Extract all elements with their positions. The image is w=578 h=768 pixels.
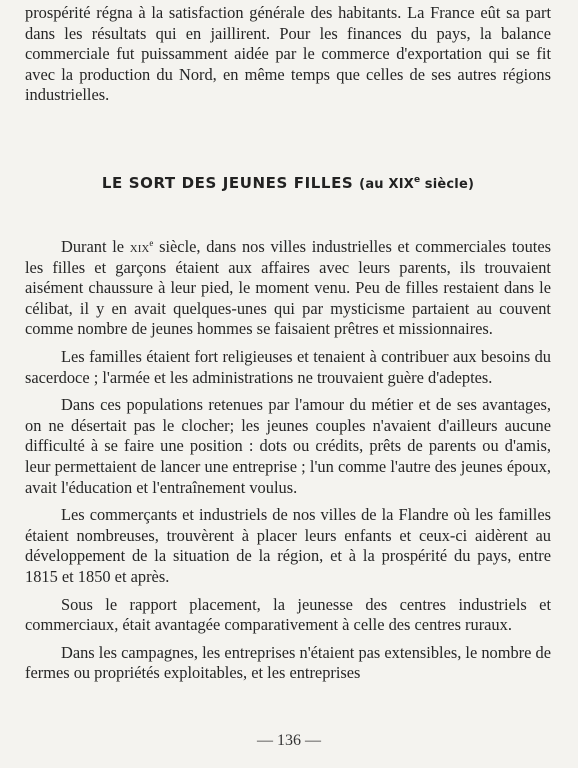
section-body: [25, 233, 551, 691]
century-numeral: xix: [129, 237, 150, 256]
paragraph-2: Les familles étaient fort religieuses et tenaient à contribuer aux besoins du sacerdoce ; l'armée et les administrations ne trouvaient guère d'adeptes.: [25, 346, 551, 387]
paragraph-5: Sous le rapport placement, la jeunesse des centres industriels et commerciaux, était avantagée comparativement à celle des centres ruraux.: [25, 594, 551, 635]
intro-paragraph: prospérité régna à la satisfaction générale des habitants. La France eût sa part dans les résultats qui en jaillirent. Pour les finances du pays, la balance commerciale fut puissamment aidée par le commerce d'exportation qui se fit avec la production du Nord, en même temps que celles de ses autres régions industrielles.: [25, 3, 551, 105]
paragraph-3: Dans ces populations retenues par l'amour du métier et de ses avantages, on ne désertait pas le clocher; les jeunes couples n'avaient d'ailleurs aucune difficulté à se faire une position : dots ou crédits, prêts de parents ou d'amis, leur permettaient de lancer une entreprise ; l'un comme l'autre des jeunes époux, avait l'éducation et l'entraînement voulus.: [25, 395, 551, 497]
subtitle-prefix: (au XIX: [359, 177, 414, 192]
subtitle-superscript: e: [413, 175, 421, 185]
page-number: — 136 —: [257, 732, 321, 749]
paragraph-6: Dans les campagnes, les entreprises n'étaient pas extensibles, le nombre de fermes ou propriétés exploitables, et les entreprises: [25, 642, 551, 683]
paragraph-1-rest: siècle, dans nos villes industrielles et commerciales toutes les filles et garçons étaient aux affaires avec leurs parents, ils trouvaient aisément chaussure à leur pied, le moment venu. Peu de filles restaient dans le célibat, il y en avait quelques-unes qui par mysticisme partaient au couvent comme nombre de jeunes hommes se faisaient prêtres et missionnaires.: [25, 237, 551, 339]
subtitle-suffix: siècle): [420, 177, 475, 192]
section-title-subtitle: [359, 177, 474, 192]
section-title-main: LE SORT DES JEUNES FILLES: [101, 174, 354, 192]
paragraph-4: Les commerçants et industriels de nos villes de la Flandre où les familles étaient nombreuses, trouvèrent à placer leurs enfants et ceux-ci aidèrent au développement de la situation de la région, et à la prospérité du pays, entre 1815 et 1850 et après.: [25, 505, 551, 586]
century-superscript: e: [149, 238, 154, 248]
paragraph-1: [25, 233, 551, 340]
paragraph-1-prefix: Durant le: [61, 237, 130, 256]
section-title: [25, 174, 551, 192]
